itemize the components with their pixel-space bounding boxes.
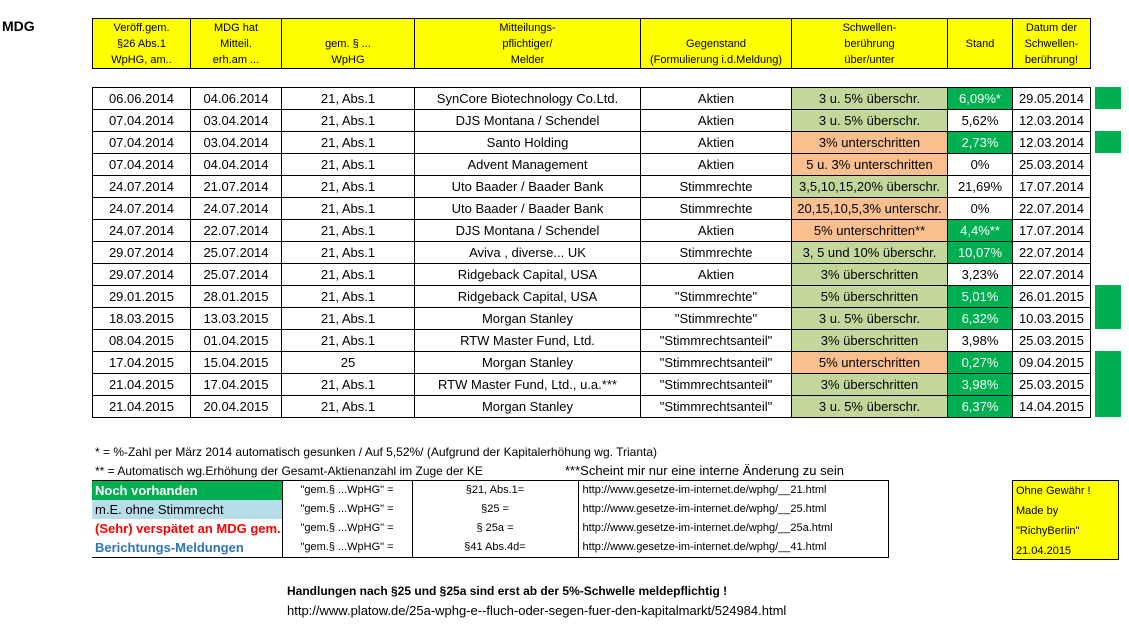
cell-erhalten: 03.04.2014 — [191, 132, 282, 154]
cell-gegenstand: "Stimmrechtsanteil" — [641, 374, 792, 396]
table-row — [93, 286, 1091, 308]
cell-paragraph: 21, Abs.1 — [282, 308, 415, 330]
cell-schwelle: 3, 5 und 10% überschr. — [792, 242, 948, 264]
cell-paragraph: 21, Abs.1 — [282, 264, 415, 286]
header-datum: Datum der Schwellen- berührung! — [1013, 19, 1091, 69]
cell-gegenstand: Aktien — [641, 154, 792, 176]
cell-schwelle: 3% überschritten — [792, 264, 948, 286]
cell-schwelle: 5 u. 3% unterschritten — [792, 154, 948, 176]
cell-schwelle: 5% überschritten — [792, 286, 948, 308]
footnote-star: * = %-Zahl per März 2014 automatisch gesunken / Auf 5,52%/ (Aufgrund der Kapitalerhöhung wg. Trianta) — [95, 445, 657, 459]
cell-veroeff: 17.04.2015 — [93, 352, 191, 374]
legend-label: m.E. ohne Stimmrecht — [92, 500, 282, 519]
table-row — [93, 308, 1091, 330]
cell-veroeff: 24.07.2014 — [93, 198, 191, 220]
cell-stand: 0% — [948, 198, 1013, 220]
footnote-triple-star: ***Scheint mir nur eine interne Änderung zu sein — [565, 463, 844, 478]
cell-gegenstand: Aktien — [641, 88, 792, 110]
status-marker — [1095, 351, 1121, 373]
cell-veroeff: 06.06.2014 — [93, 88, 191, 110]
cell-gegenstand: "Stimmrechtsanteil" — [641, 330, 792, 352]
cell-schwelle: 3 u. 5% überschr. — [792, 396, 948, 418]
legend-table — [92, 480, 889, 558]
status-marker — [1095, 175, 1121, 197]
source-link[interactable]: http://www.platow.de/25a-wphg-e--fluch-oder-segen-fuer-den-kapitalmarkt/524984.html — [287, 603, 787, 618]
cell-erhalten: 15.04.2015 — [191, 352, 282, 374]
cell-veroeff: 21.04.2015 — [93, 396, 191, 418]
cell-melder: Morgan Stanley — [415, 308, 641, 330]
cell-veroeff: 21.04.2015 — [93, 374, 191, 396]
cell-stand: 3,98% — [948, 374, 1013, 396]
cell-veroeff: 29.07.2014 — [93, 264, 191, 286]
cell-datum: 22.07.2014 — [1013, 264, 1091, 286]
cell-melder: Ridgeback Capital, USA — [415, 264, 641, 286]
header-erhalten: MDG hat Mitteil. erh.am ... — [191, 19, 282, 69]
cell-stand: 6,32% — [948, 308, 1013, 330]
legend-gem: "gem.§ ...WpHG" = — [282, 481, 412, 501]
cell-erhalten: 28.01.2015 — [191, 286, 282, 308]
disclaimer-box — [1012, 480, 1119, 560]
legend-para: § 25a = — [412, 519, 578, 538]
disclaimer-line: 21.04.2015 — [1016, 545, 1072, 557]
table-row — [93, 352, 1091, 374]
header-stand: Stand — [948, 19, 1013, 69]
cell-erhalten: 01.04.2015 — [191, 330, 282, 352]
cell-erhalten: 24.07.2014 — [191, 198, 282, 220]
status-marker — [1095, 219, 1121, 241]
cell-veroeff: 29.01.2015 — [93, 286, 191, 308]
cell-datum: 09.04.2015 — [1013, 352, 1091, 374]
cell-datum: 17.07.2014 — [1013, 220, 1091, 242]
cell-schwelle: 5% unterschritten — [792, 352, 948, 374]
table-row — [93, 88, 1091, 110]
status-marker — [1095, 263, 1121, 285]
page-title: MDG — [2, 18, 35, 34]
status-marker — [1095, 307, 1121, 329]
legend-para: §21, Abs.1= — [412, 481, 578, 501]
cell-schwelle: 20,15,10,5,3% unterschr. — [792, 198, 948, 220]
legend-para: §25 = — [412, 500, 578, 519]
cell-melder: DJS Montana / Schendel — [415, 110, 641, 132]
cell-datum: 14.04.2015 — [1013, 396, 1091, 418]
cell-datum: 25.03.2014 — [1013, 154, 1091, 176]
cell-stand: 4,4%** — [948, 220, 1013, 242]
header-veroeff: Veröff.gem. §26 Abs.1 WpHG, am.. — [93, 19, 191, 69]
cell-stand: 6,37% — [948, 396, 1013, 418]
table-row — [93, 176, 1091, 198]
cell-melder: SynCore Biotechnology Co.Ltd. — [415, 88, 641, 110]
status-marker — [1095, 373, 1121, 395]
footnote-double-star: ** = Automatisch wg.Erhöhung der Gesamt-Aktienanzahl im Zuge der KE — [95, 464, 483, 478]
cell-melder: Uto Baader / Baader Bank — [415, 176, 641, 198]
cell-melder: RTW Master Fund, Ltd., u.a.*** — [415, 374, 641, 396]
header-melder: Mitteilungs- pflichtiger/ Melder — [415, 19, 641, 69]
cell-erhalten: 20.04.2015 — [191, 396, 282, 418]
bottom-note: Handlungen nach §25 und §25a sind erst ab der 5%-Schwelle meldepflichtig ! — [287, 584, 728, 598]
cell-paragraph: 21, Abs.1 — [282, 176, 415, 198]
cell-stand: 5,62% — [948, 110, 1013, 132]
cell-stand: 21,69% — [948, 176, 1013, 198]
cell-veroeff: 07.04.2014 — [93, 154, 191, 176]
cell-schwelle: 3% unterschritten — [792, 132, 948, 154]
table-row — [93, 396, 1091, 418]
cell-datum: 26.01.2015 — [1013, 286, 1091, 308]
table-row — [93, 198, 1091, 220]
legend-label: (Sehr) verspätet an MDG gem. — [95, 521, 281, 536]
legend-para: §41 Abs.4d= — [412, 538, 578, 558]
status-marker — [1095, 131, 1121, 153]
cell-datum: 25.03.2015 — [1013, 330, 1091, 352]
legend-label: Noch vorhanden — [92, 481, 282, 501]
cell-erhalten: 04.04.2014 — [191, 154, 282, 176]
cell-erhalten: 21.07.2014 — [191, 176, 282, 198]
cell-gegenstand: "Stimmrechtsanteil" — [641, 352, 792, 374]
cell-datum: 29.05.2014 — [1013, 88, 1091, 110]
cell-veroeff: 24.07.2014 — [93, 220, 191, 242]
cell-stand: 3,23% — [948, 264, 1013, 286]
header-table — [92, 18, 1091, 69]
cell-erhalten: 04.06.2014 — [191, 88, 282, 110]
legend-row — [92, 500, 888, 519]
table-row — [93, 220, 1091, 242]
cell-melder: DJS Montana / Schendel — [415, 220, 641, 242]
legend-row — [92, 519, 888, 538]
cell-erhalten: 03.04.2014 — [191, 110, 282, 132]
cell-paragraph: 21, Abs.1 — [282, 396, 415, 418]
cell-stand: 3,98% — [948, 330, 1013, 352]
legend-gem: "gem.§ ...WpHG" = — [282, 538, 412, 558]
data-table — [92, 87, 1091, 418]
cell-schwelle: 3 u. 5% überschr. — [792, 308, 948, 330]
cell-paragraph: 21, Abs.1 — [282, 110, 415, 132]
cell-veroeff: 07.04.2014 — [93, 132, 191, 154]
legend-url[interactable]: http://www.gesetze-im-internet.de/wphg/__21.html — [578, 481, 888, 501]
cell-gegenstand: Aktien — [641, 264, 792, 286]
header-paragraph: gem. § ... WpHG — [282, 19, 415, 69]
cell-datum: 22.07.2014 — [1013, 198, 1091, 220]
cell-veroeff: 29.07.2014 — [93, 242, 191, 264]
cell-paragraph: 21, Abs.1 — [282, 330, 415, 352]
cell-datum: 22.07.2014 — [1013, 242, 1091, 264]
cell-schwelle: 3% überschritten — [792, 330, 948, 352]
cell-gegenstand: Stimmrechte — [641, 176, 792, 198]
cell-erhalten: 25.07.2014 — [191, 264, 282, 286]
status-marker — [1095, 329, 1121, 351]
table-row — [93, 132, 1091, 154]
header-gegenstand: Gegenstand (Formulierung i.d.Meldung) — [641, 19, 792, 69]
cell-stand: 5,01% — [948, 286, 1013, 308]
cell-datum: 12.03.2014 — [1013, 110, 1091, 132]
cell-veroeff: 08.04.2015 — [93, 330, 191, 352]
cell-veroeff: 18.03.2015 — [93, 308, 191, 330]
cell-stand: 10,07% — [948, 242, 1013, 264]
cell-paragraph: 21, Abs.1 — [282, 132, 415, 154]
cell-veroeff: 07.04.2014 — [93, 110, 191, 132]
status-marker — [1095, 285, 1121, 307]
cell-datum: 25.03.2015 — [1013, 374, 1091, 396]
status-marker-column — [1095, 87, 1121, 417]
cell-paragraph: 21, Abs.1 — [282, 286, 415, 308]
cell-stand: 0,27% — [948, 352, 1013, 374]
cell-paragraph: 25 — [282, 352, 415, 374]
cell-paragraph: 21, Abs.1 — [282, 198, 415, 220]
legend-url[interactable]: http://www.gesetze-im-internet.de/wphg/__41.html — [578, 538, 888, 558]
cell-stand: 0% — [948, 154, 1013, 176]
cell-melder: RTW Master Fund, Ltd. — [415, 330, 641, 352]
table-row — [93, 110, 1091, 132]
disclaimer-line: Ohne Gewähr ! — [1016, 485, 1091, 497]
legend-url[interactable]: http://www.gesetze-im-internet.de/wphg/__25.html — [578, 500, 888, 519]
legend-row — [92, 481, 888, 501]
cell-melder: Ridgeback Capital, USA — [415, 286, 641, 308]
cell-erhalten: 17.04.2015 — [191, 374, 282, 396]
cell-paragraph: 21, Abs.1 — [282, 374, 415, 396]
cell-veroeff: 24.07.2014 — [93, 176, 191, 198]
disclaimer-line: "RichyBerlin" — [1016, 525, 1080, 537]
cell-erhalten: 25.07.2014 — [191, 242, 282, 264]
cell-schwelle: 3 u. 5% überschr. — [792, 88, 948, 110]
cell-schwelle: 5% unterschritten** — [792, 220, 948, 242]
legend-gem: "gem.§ ...WpHG" = — [282, 519, 412, 538]
status-marker — [1095, 109, 1121, 131]
table-row — [93, 264, 1091, 286]
cell-gegenstand: Aktien — [641, 220, 792, 242]
cell-gegenstand: Stimmrechte — [641, 242, 792, 264]
cell-paragraph: 21, Abs.1 — [282, 88, 415, 110]
cell-gegenstand: "Stimmrechte" — [641, 286, 792, 308]
cell-gegenstand: "Stimmrechte" — [641, 308, 792, 330]
cell-paragraph: 21, Abs.1 — [282, 154, 415, 176]
cell-erhalten: 13.03.2015 — [191, 308, 282, 330]
table-row — [93, 374, 1091, 396]
status-marker — [1095, 241, 1121, 263]
cell-melder: Aviva , diverse... UK — [415, 242, 641, 264]
table-row — [93, 330, 1091, 352]
status-marker — [1095, 153, 1121, 175]
cell-datum: 17.07.2014 — [1013, 176, 1091, 198]
cell-schwelle: 3% überschritten — [792, 374, 948, 396]
legend-url[interactable]: http://www.gesetze-im-internet.de/wphg/__25a.html — [578, 519, 888, 538]
cell-gegenstand: Aktien — [641, 132, 792, 154]
legend-label: Berichtungs-Meldungen — [92, 538, 282, 558]
table-row — [93, 154, 1091, 176]
cell-melder: Santo Holding — [415, 132, 641, 154]
cell-datum: 12.03.2014 — [1013, 132, 1091, 154]
table-row — [93, 242, 1091, 264]
cell-paragraph: 21, Abs.1 — [282, 220, 415, 242]
cell-paragraph: 21, Abs.1 — [282, 242, 415, 264]
cell-melder: Advent Management — [415, 154, 641, 176]
cell-schwelle: 3 u. 5% überschr. — [792, 110, 948, 132]
cell-datum: 10.03.2015 — [1013, 308, 1091, 330]
legend-gem: "gem.§ ...WpHG" = — [282, 500, 412, 519]
disclaimer-line: Made by — [1016, 505, 1059, 517]
legend-row — [92, 538, 888, 558]
cell-gegenstand: Stimmrechte — [641, 198, 792, 220]
cell-schwelle: 3,5,10,15,20% überschr. — [792, 176, 948, 198]
cell-erhalten: 22.07.2014 — [191, 220, 282, 242]
cell-melder: Uto Baader / Baader Bank — [415, 198, 641, 220]
status-marker — [1095, 87, 1121, 109]
cell-gegenstand: Aktien — [641, 110, 792, 132]
cell-stand: 6,09%* — [948, 88, 1013, 110]
header-schwelle: Schwellen- berührung über/unter — [792, 19, 948, 69]
cell-gegenstand: "Stimmrechtsanteil" — [641, 396, 792, 418]
status-marker — [1095, 395, 1121, 417]
cell-stand: 2,73% — [948, 132, 1013, 154]
cell-melder: Morgan Stanley — [415, 396, 641, 418]
cell-melder: Morgan Stanley — [415, 352, 641, 374]
status-marker — [1095, 197, 1121, 219]
